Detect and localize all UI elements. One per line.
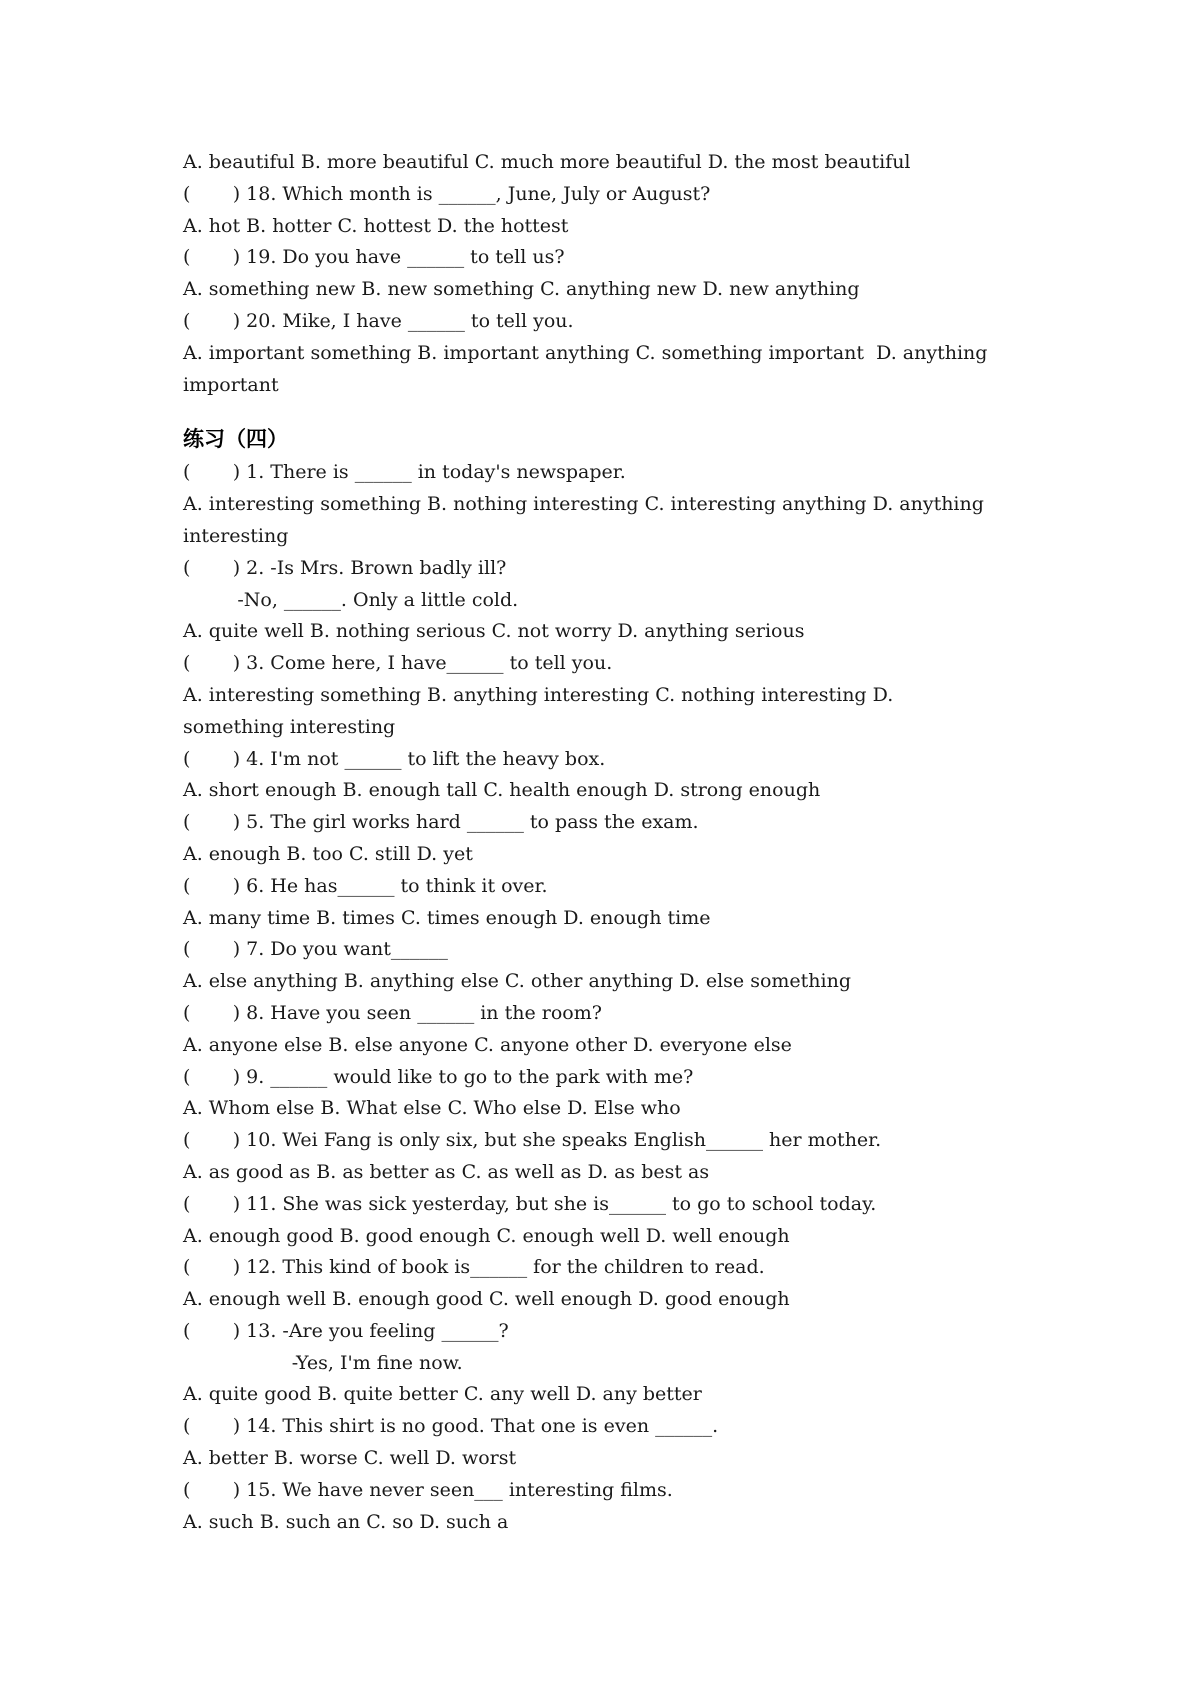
text-line: ( ) 15. We have never seen___ interesting films. — [183, 1478, 673, 1501]
text-line: ( ) 6. He has______ to think it over. — [183, 874, 548, 897]
text-line: A. many time B. times C. times enough D. enough time — [183, 906, 711, 929]
text-line: ( ) 19. Do you have ______ to tell us? — [183, 246, 565, 269]
text-line: A. better B. worse C. well D. worst — [183, 1447, 517, 1470]
text-line: A. important something B. important anything C. something important D. anything — [183, 341, 988, 364]
text-line: A. short enough B. enough tall C. health enough D. strong enough — [183, 779, 821, 802]
text-line: A. quite good B. quite better C. any well D. any better — [183, 1383, 702, 1406]
text-line: interesting — [183, 524, 289, 547]
text-line: ( ) 12. This kind of book is______ for the children to read. — [183, 1256, 765, 1279]
exercise-content — [183, 147, 1033, 1538]
section-gap — [183, 401, 1033, 421]
text-line: A. interesting something B. anything interesting C. nothing interesting D. — [183, 683, 894, 706]
text-line: A. else anything B. anything else C. other anything D. else something — [183, 970, 852, 993]
text-line: -Yes, I'm fine now. — [183, 1351, 463, 1374]
text-line: ( ) 20. Mike, I have ______ to tell you. — [183, 309, 574, 332]
text-line: A. enough good B. good enough C. enough well D. well enough — [183, 1224, 790, 1247]
text-line: ( ) 10. Wei Fang is only six, but she speaks English______ her mother. — [183, 1129, 882, 1152]
text-line: A. such B. such an C. so D. such a — [183, 1510, 509, 1533]
text-line: A. something new B. new something C. anything new D. new anything — [183, 278, 860, 301]
section-heading: 练习（四） — [183, 427, 288, 452]
text-line: A. Whom else B. What else C. Who else D. Else who — [183, 1097, 681, 1120]
text-line: A. enough well B. enough good C. well enough D. good enough — [183, 1288, 790, 1311]
text-line: ( ) 14. This shirt is no good. That one is even ______. — [183, 1415, 719, 1438]
text-line: A. as good as B. as better as C. as well as D. as best as — [183, 1160, 710, 1183]
text-line: ( ) 18. Which month is ______, June, July or August? — [183, 182, 711, 205]
text-line: ( ) 11. She was sick yesterday, but she is______ to go to school today. — [183, 1192, 877, 1215]
text-line: ( ) 3. Come here, I have______ to tell you. — [183, 652, 613, 675]
text-line: A. quite well B. nothing serious C. not worry D. anything serious — [183, 620, 805, 643]
text-line: A. enough B. too C. still D. yet — [183, 842, 473, 865]
text-line: something interesting — [183, 715, 396, 738]
text-line: ( ) 7. Do you want______ — [183, 938, 448, 961]
text-line: ( ) 13. -Are you feeling ______? — [183, 1319, 509, 1342]
text-line: ( ) 8. Have you seen ______ in the room? — [183, 1001, 602, 1024]
text-line: ( ) 2. -Is Mrs. Brown badly ill? — [183, 556, 507, 579]
text-line: -No, ______. Only a little cold. — [183, 588, 519, 611]
text-line: A. anyone else B. else anyone C. anyone other D. everyone else — [183, 1033, 792, 1056]
text-line: A. beautiful B. more beautiful C. much more beautiful D. the most beautiful — [183, 151, 911, 173]
text-line: important — [183, 373, 279, 396]
text-line: A. interesting something B. nothing interesting C. interesting anything D. anything — [183, 493, 984, 516]
exercise-3-continued — [183, 147, 1033, 401]
exercise-4 — [183, 457, 1033, 1538]
text-line: ( ) 5. The girl works hard ______ to pass the exam. — [183, 811, 699, 834]
text-line: ( ) 4. I'm not ______ to lift the heavy box. — [183, 747, 606, 770]
text-line: ( ) 1. There is ______ in today's newspaper. — [183, 461, 626, 484]
text-line: ( ) 9. ______ would like to go to the park with me? — [183, 1065, 694, 1088]
text-line: A. hot B. hotter C. hottest D. the hottest — [183, 214, 569, 237]
